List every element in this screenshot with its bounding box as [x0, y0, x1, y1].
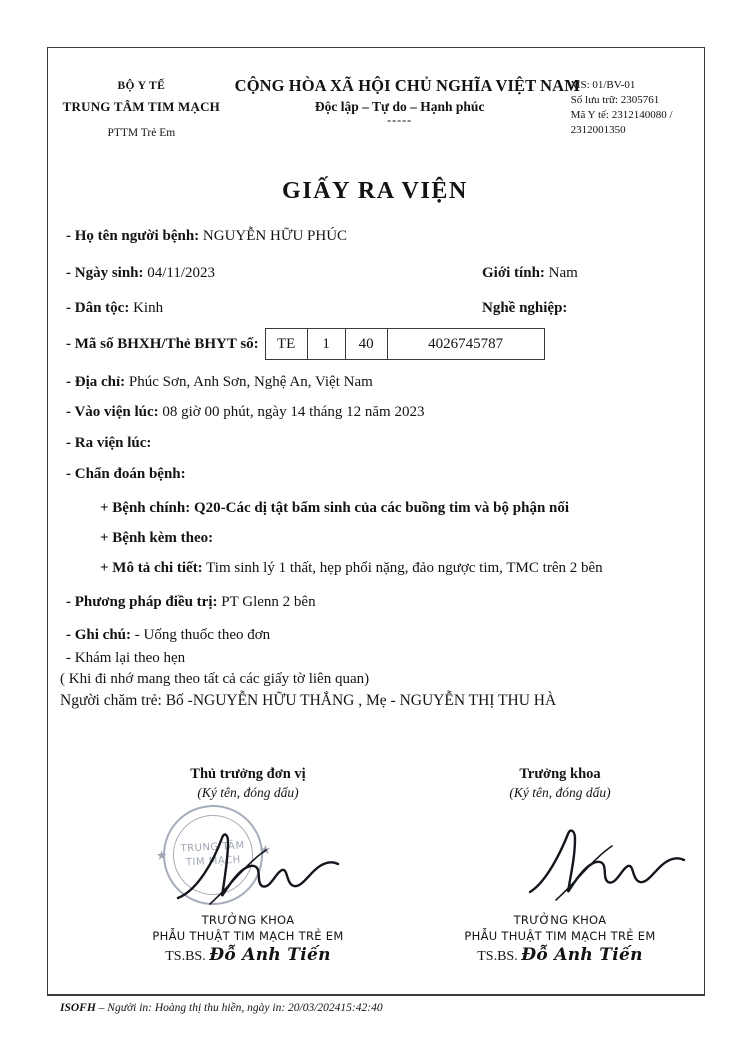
gender-value: Nam	[548, 265, 578, 281]
comorbidity-row	[100, 530, 213, 547]
insurance-cell-province: 40	[346, 329, 388, 359]
treatment-label: - Phương pháp điều trị:	[66, 594, 218, 610]
address-value: Phúc Sơn, Anh Sơn, Nghệ An, Việt Nam	[128, 374, 373, 390]
signature-right-subheading: (Ký tên, đóng dấu)	[509, 785, 611, 800]
center-name: TRUNG TÂM TIM MẠCH	[62, 99, 220, 114]
signature-block-right	[430, 766, 690, 801]
signature-right-name: Đỗ Anh Tiến	[521, 945, 643, 965]
admission-value: 08 giờ 00 phút, ngày 14 tháng 12 năm 2023	[162, 404, 425, 420]
signature-left-name: Đỗ Anh Tiến	[209, 945, 331, 965]
gender-label: Giới tính:	[482, 265, 545, 281]
note-label: - Ghi chú:	[66, 627, 132, 643]
signature-right-heading: Trưởng khoa	[519, 766, 601, 782]
caregiver-row: Người chăm trẻ: Bố -NGUYỄN HỮU THẮNG , Mẹ - NGUYỄN THỊ THU HÀ	[60, 692, 557, 709]
national-motto: Độc lập – Tự do – Hạnh phúc	[314, 99, 485, 114]
occupation-label: Nghề nghiệp:	[482, 300, 568, 316]
signature-left-role: TRƯỞNG KHOA	[201, 913, 295, 927]
medical-code-line2: 2312001350	[570, 124, 626, 136]
discharge-row	[66, 435, 151, 452]
signature-right-name-line	[420, 947, 700, 965]
detail-row	[100, 560, 603, 577]
gender-row	[482, 265, 578, 282]
signature-right-role: TRƯỞNG KHOA	[513, 913, 607, 927]
ethnicity-row	[66, 300, 163, 317]
seal-star-right-icon: ★	[259, 842, 273, 859]
diagnosis-row	[66, 466, 186, 483]
detail-label: + Mô tả chi tiết:	[100, 560, 203, 576]
document-footer	[60, 1002, 383, 1014]
treatment-value: PT Glenn 2 bên	[221, 594, 316, 610]
patient-name-value: NGUYỄN HỮU PHÚC	[202, 228, 348, 244]
main-disease-value: Q20-Các dị tật bẩm sinh của các buồng tim và bộ phận nối	[194, 500, 570, 516]
seal-star-left-icon: ★	[155, 848, 169, 864]
treatment-row	[66, 594, 316, 611]
main-disease-row	[100, 500, 569, 517]
patient-name-row	[66, 228, 347, 245]
dob-row	[66, 265, 215, 282]
footer-divider	[47, 995, 705, 996]
national-heading	[234, 76, 580, 128]
organization-block	[48, 76, 235, 139]
signature-left-subheading: (Ký tên, đóng dấu)	[197, 785, 299, 800]
insurance-cell-prefix: TE	[266, 329, 308, 359]
address-row	[66, 374, 373, 391]
footer-print-info: – Người in: Hoàng thị thu hiền, ngày in: 20/03/202415:42:40	[95, 1002, 383, 1014]
signature-left-title-block	[108, 912, 388, 965]
motto-separator: -----	[387, 113, 413, 127]
ethnicity-label: - Dân tộc:	[66, 300, 130, 316]
form-code: MS: 01/BV-01	[570, 79, 636, 91]
ministry-name: BỘ Y TẾ	[117, 80, 166, 92]
detail-value: Tim sinh lý 1 thất, hẹp phổi nặng, đảo ngược tim, TMC trên 2 bên	[206, 560, 603, 576]
insurance-label: - Mã số BHXH/Thẻ BHYT số:	[66, 335, 259, 352]
insurance-cell-number: 4026745787	[428, 335, 504, 352]
dob-label: - Ngày sinh:	[66, 265, 144, 281]
note-line-2: - Khám lại theo hẹn	[66, 650, 186, 666]
page-title: GIẤY RA VIỆN	[282, 178, 468, 204]
note-value: - Uống thuốc theo đơn	[134, 627, 271, 643]
form-metadata	[565, 76, 704, 138]
diagnosis-label: - Chẩn đoán bệnh:	[66, 466, 186, 482]
signature-left-degree: TS.BS.	[165, 949, 206, 964]
admission-row	[66, 404, 424, 421]
ethnicity-value: Kinh	[133, 300, 164, 316]
seal-text	[180, 839, 245, 870]
main-disease-label: + Bệnh chính:	[100, 500, 191, 516]
insurance-cell-level: 1	[308, 329, 346, 359]
seal-line-2: TIM MẠCH	[185, 854, 242, 869]
signature-block-left	[118, 766, 378, 801]
signature-right-title-block	[420, 912, 700, 965]
insurance-row	[66, 328, 545, 360]
note-line-3: ( Khi đi nhớ mang theo tất cả các giấy tờ liên quan)	[60, 671, 370, 687]
address-label: - Địa chỉ:	[66, 374, 126, 390]
insurance-number-box	[265, 328, 545, 360]
signature-left-department: PHẪU THUẬT TIM MẠCH TRẺ EM	[152, 929, 344, 943]
document-header	[48, 76, 704, 139]
discharge-label: - Ra viện lúc:	[66, 435, 152, 451]
patient-name-label: - Họ tên người bệnh:	[66, 228, 200, 244]
signature-right-department: PHẪU THUẬT TIM MẠCH TRẺ EM	[464, 929, 656, 943]
department-name: PTTM Trẻ Em	[107, 127, 176, 139]
signature-right-degree: TS.BS.	[477, 949, 518, 964]
admission-label: - Vào viện lúc:	[66, 404, 159, 420]
seal-line-1: TRUNG TÂM	[180, 840, 245, 855]
signature-left-heading: Thủ trưởng đơn vị	[190, 766, 306, 782]
signature-left-name-line	[108, 947, 388, 965]
dob-value: 04/11/2023	[147, 265, 216, 281]
occupation-row	[482, 300, 567, 317]
medical-code-line1: Mã Y tế: 2312140080 /	[570, 109, 673, 121]
archive-number: Số lưu trữ: 2305761	[570, 94, 660, 106]
note-row	[66, 627, 270, 644]
country-name: CỘNG HÒA XÃ HỘI CHỦ NGHĨA VIỆT NAM	[234, 76, 580, 95]
footer-system-name: ISOFH	[60, 1002, 96, 1014]
comorbidity-label: + Bệnh kèm theo:	[100, 530, 214, 546]
